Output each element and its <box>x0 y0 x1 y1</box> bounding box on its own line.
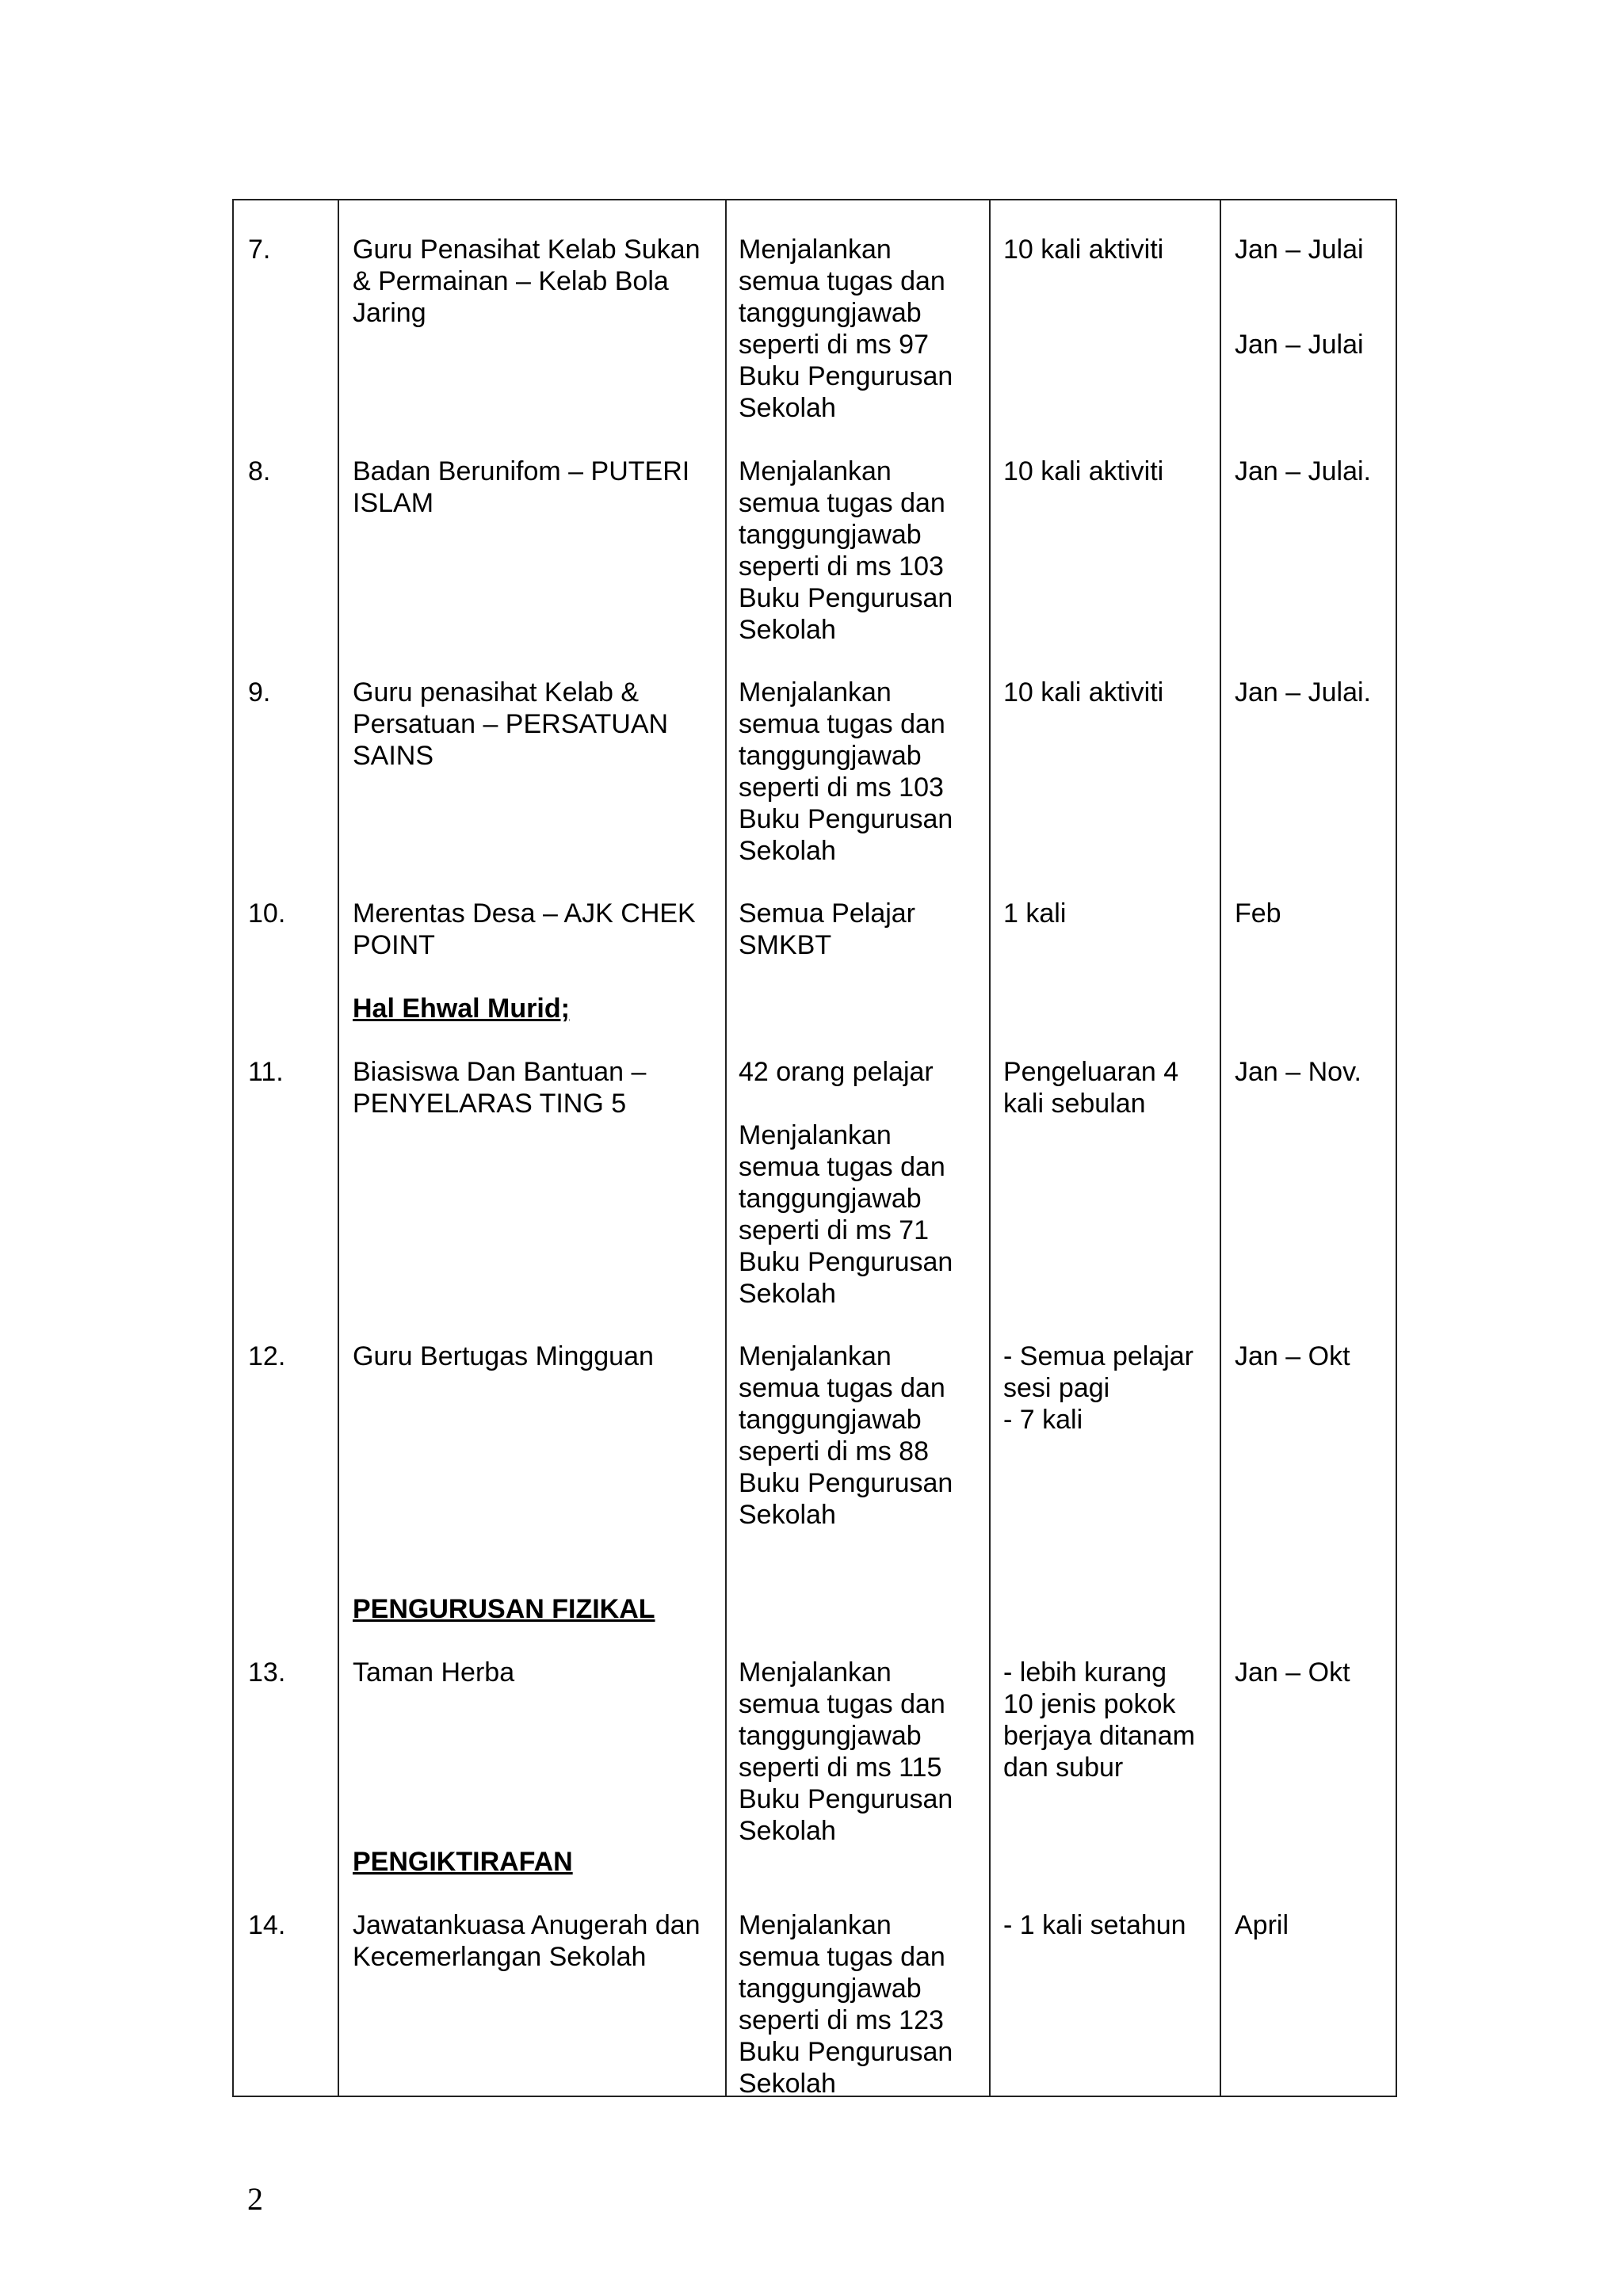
row-period: Jan – Julai. <box>1235 456 1371 486</box>
section-heading-hal-ehwal-murid: Hal Ehwal Murid; <box>353 994 570 1024</box>
row-task: Guru penasihat Kelab & Persatuan – PERSATUAN SAINS <box>353 677 669 771</box>
row-target: - 1 kali setahun <box>1003 1910 1186 1940</box>
row-number: 8. <box>248 456 271 486</box>
row-target: Pengeluaran 4 kali sebulan <box>1003 1057 1179 1119</box>
row-number: 13. <box>248 1657 286 1688</box>
row-task: Guru Penasihat Kelab Sukan & Permainan – Kelab Bola Jaring <box>353 235 701 328</box>
row-target: 1 kali <box>1003 898 1067 929</box>
row-number: 12. <box>248 1341 286 1371</box>
row-number: 9. <box>248 677 271 707</box>
row-target: 10 kali aktiviti <box>1003 456 1164 486</box>
section-heading-pengiktirafan: PENGIKTIRAFAN <box>353 1847 573 1877</box>
row-period: April <box>1235 1910 1289 1940</box>
row-number: 7. <box>248 235 271 265</box>
row-target: 10 kali aktiviti <box>1003 677 1164 707</box>
row-details: Menjalankan semua tugas dan tanggungjawab seperti di ms 103 Buku Pengurusan Sekolah <box>739 677 953 866</box>
row-details: Menjalankan semua tugas dan tanggungjawab seperti di ms 103 Buku Pengurusan Sekolah <box>739 456 953 645</box>
row-target: 10 kali aktiviti <box>1003 235 1164 265</box>
row-number: 11. <box>248 1057 284 1087</box>
row-period: Jan – Nov. <box>1235 1057 1362 1087</box>
row-task: Badan Berunifom – PUTERI ISLAM <box>353 456 690 518</box>
row-task: Taman Herba <box>353 1657 515 1688</box>
row-task: Jawatankuasa Anugerah dan Kecemerlangan Sekolah <box>353 1910 701 1972</box>
activities-table <box>232 199 1397 2097</box>
row-details: Menjalankan semua tugas dan tanggungjawab seperti di ms 115 Buku Pengurusan Sekolah <box>739 1657 953 1846</box>
row-period: Feb <box>1235 898 1281 929</box>
row-number: 14. <box>248 1910 286 1940</box>
page-number: 2 <box>247 2181 263 2217</box>
row-period: Jan – Okt <box>1235 1341 1350 1371</box>
row-target: - Semua pelajar sesi pagi - 7 kali <box>1003 1341 1194 1435</box>
row-period: Jan – Julai Jan – Julai <box>1235 235 1364 360</box>
row-period: Jan – Okt <box>1235 1657 1350 1688</box>
row-details: Menjalankan semua tugas dan tanggungjawab seperti di ms 97 Buku Pengurusan Sekolah <box>739 235 953 423</box>
row-details: Semua Pelajar SMKBT <box>739 898 916 960</box>
row-period: Jan – Julai. <box>1235 677 1371 707</box>
row-details: 42 orang pelajar Menjalankan semua tugas dan tanggungjawab seperti di ms 71 Buku Pengurusan Sekolah <box>739 1057 953 1309</box>
column-divider <box>1220 200 1221 2096</box>
row-details: Menjalankan semua tugas dan tanggungjawab seperti di ms 88 Buku Pengurusan Sekolah <box>739 1341 953 1530</box>
row-number: 10. <box>248 898 286 929</box>
row-details: Menjalankan semua tugas dan tanggungjawab seperti di ms 123 Buku Pengurusan Sekolah <box>739 1910 953 2099</box>
column-divider <box>989 200 991 2096</box>
row-task: Merentas Desa – AJK CHEK POINT <box>353 898 696 960</box>
row-task: Guru Bertugas Mingguan <box>353 1341 654 1371</box>
column-divider <box>338 200 339 2096</box>
section-heading-pengurusan-fizikal: PENGURUSAN FIZIKAL <box>353 1594 655 1624</box>
row-task: Biasiswa Dan Bantuan – PENYELARAS TING 5 <box>353 1057 647 1119</box>
row-target: - lebih kurang 10 jenis pokok berjaya ditanam dan subur <box>1003 1657 1195 1783</box>
column-divider <box>725 200 727 2096</box>
